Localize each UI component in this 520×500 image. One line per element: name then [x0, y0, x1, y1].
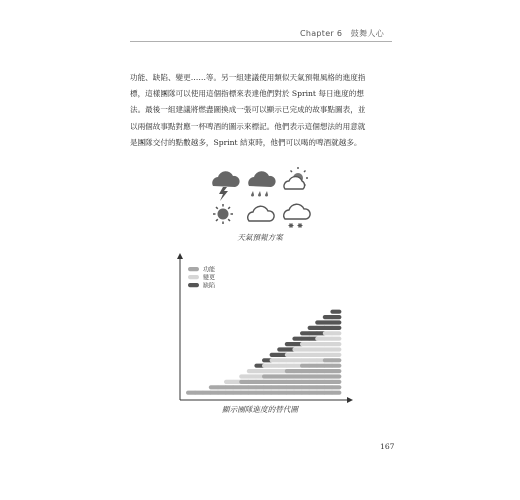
bar-unit-0: [330, 374, 341, 378]
bar-unit-2: [330, 320, 341, 324]
cloud-sun-icon: [284, 167, 308, 189]
cloud-icon: [248, 206, 274, 221]
body-line: 以兩個故事點對應一杯啤酒的圖示來標記。他們表示這個想法的用意就: [130, 121, 366, 131]
cloud-snow-icon: [284, 204, 310, 228]
cloud-rain-icon: [248, 171, 275, 196]
chart-legend: [188, 266, 215, 290]
legend-label: 缺陷: [203, 282, 216, 290]
body-line: 是團隊交付的點數越多，Sprint 結束時，他們可以喝的啤酒就越多。: [130, 137, 362, 147]
bar-unit-0: [330, 364, 341, 368]
bar-unit-0: [330, 391, 341, 395]
bar-unit-1: [330, 353, 341, 357]
legend-swatch: [188, 275, 199, 279]
bar-unit-0: [330, 369, 341, 373]
bar-unit-1: [330, 337, 341, 341]
body-line: 法。最後一組建議將燃盡圖換成一張可以顯示已完成的故事點圖表，並: [130, 105, 366, 115]
body-line: 功能、缺陷、變更……等。另一組建議使用類似天氣預報風格的進度指: [130, 73, 366, 82]
bar-unit-2: [330, 310, 341, 314]
weather-figure-caption: 天氣預報方案: [237, 233, 283, 242]
weather-icons-figure: [205, 166, 315, 228]
header-divider: [130, 41, 392, 42]
legend-label: 變更: [203, 274, 216, 282]
chapter-title: 鼓舞人心: [350, 29, 384, 38]
body-line: 標，這樣團隊可以使用這個指標來表達他們對於 Sprint 每日進度的想: [130, 89, 364, 99]
bar-unit-2: [330, 315, 341, 319]
body-paragraph: [130, 70, 392, 151]
legend-swatch: [188, 283, 199, 287]
bar-unit-0: [330, 385, 341, 389]
bar-unit-1: [330, 331, 341, 335]
bar-unit-2: [330, 326, 341, 330]
cloud-lightning-icon: [212, 171, 239, 201]
chart-caption: 顯示團隊進度的替代圖: [222, 405, 298, 414]
running-header: [300, 28, 384, 39]
legend-swatch: [188, 267, 199, 271]
x-axis-arrow: [347, 397, 353, 403]
chart-bars: [186, 310, 341, 395]
bar-unit-0: [330, 380, 341, 384]
page-number: 167: [380, 442, 395, 451]
sun-icon: [213, 204, 233, 224]
y-axis-arrow: [177, 253, 183, 259]
legend-label: 功能: [203, 266, 216, 274]
bar-unit-0: [330, 358, 341, 362]
chapter-label: Chapter 6: [299, 29, 343, 38]
bar-unit-1: [330, 342, 341, 346]
progress-chart: [170, 250, 360, 410]
bar-unit-1: [330, 347, 341, 351]
